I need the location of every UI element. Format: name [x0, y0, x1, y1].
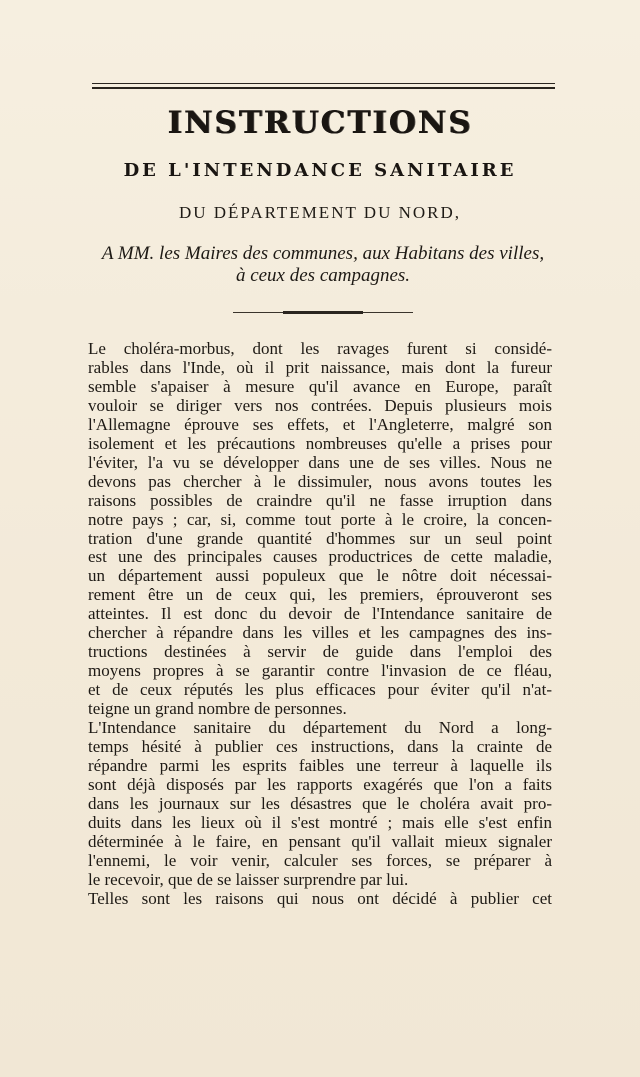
body-line: répandre parmi les esprits faibles une terreur à laquelle ils — [88, 756, 552, 775]
body-line: temps hésité à publier ces instructions, dans la crainte de — [88, 738, 552, 757]
body-line: moyens propres à se garantir contre l'invasion de ce fléau, — [88, 662, 552, 681]
body-line: le recevoir, que de se laisser surprendre par lui. — [88, 870, 409, 889]
body-line: sont déjà disposés par les rapports exagérés que l'on a faits — [88, 775, 552, 794]
body-line: rables dans l'Inde, où il prit naissance, mais dont la fureur — [88, 358, 552, 377]
address-line-2: à ceux des campagnes. — [235, 265, 411, 286]
document-subtitle: DE L'INTENDANCE SANITAIRE — [123, 160, 517, 181]
body-line: Telles sont les raisons qui nous ont décidé à publier cet — [88, 889, 552, 908]
body-line: dans les journaux sur les désastres que le choléra avait pro- — [88, 794, 552, 813]
body-line: l'Allemagne éprouve ses effets, et l'Angleterre, malgré son — [88, 415, 552, 434]
body-line: est une des principales causes productrices de cette maladie, — [88, 548, 552, 567]
body-line: teigne un grand nombre de personnes. — [88, 700, 347, 719]
body-text — [88, 340, 552, 909]
body-line: tration d'une grande quantité d'hommes sur un seul point — [88, 529, 552, 548]
address-block — [66, 243, 580, 287]
body-line: un département aussi populeux que le nôtre doit nécessai- — [88, 567, 552, 586]
body-line: l'éviter, l'a vu se développer dans une de ses villes. Nous ne — [88, 453, 552, 472]
body-line: et de ceux réputés les plus efficaces pour éviter qu'il n'at- — [88, 681, 552, 700]
body-line: notre pays ; car, si, comme tout porte à le croire, la concen- — [88, 510, 552, 529]
body-line: duits dans les lieux où il s'est montré ; mais elle s'est enfin — [88, 813, 552, 832]
department-line: DU DÉPARTEMENT DU NORD, — [178, 203, 462, 222]
ornamental-divider — [233, 311, 413, 315]
body-line: isolement et les précautions nombreuses qu'elle a prises pour — [88, 434, 552, 453]
body-line: déterminée à le faire, en pensant qu'il vallait mieux signaler — [88, 832, 552, 851]
top-double-rule-lower — [92, 87, 555, 89]
body-line: vouloir se diriger vers nos contrées. Depuis plusieurs mois — [88, 396, 552, 415]
body-line: raisons possibles de craindre qu'il ne fasse irruption dans — [88, 491, 552, 510]
body-line: chercher à répandre dans les villes et les campagnes des ins- — [88, 624, 552, 643]
top-double-rule-upper — [92, 83, 555, 84]
body-line: devons pas chercher à le dissimuler, nous avons toutes les — [88, 472, 552, 491]
body-line: Le choléra-morbus, dont les ravages furent si considé- — [88, 340, 552, 358]
body-line: L'Intendance sanitaire du département du Nord a long- — [88, 719, 552, 738]
document-title: INSTRUCTIONS — [167, 105, 473, 141]
address-line-1: A MM. les Maires des communes, aux Habitans des villes, — [101, 243, 545, 264]
body-line: atteintes. Il est donc du devoir de l'Intendance sanitaire de — [88, 605, 552, 624]
body-line: l'ennemi, le voir venir, calculer ses forces, se préparer à — [88, 851, 552, 870]
body-line: rement être un de ceux qui, les premiers, éprouveront ses — [88, 586, 552, 605]
body-line: tructions destinées à servir de guide dans l'emploi des — [88, 643, 552, 662]
body-line: semble s'apaiser à mesure qu'il avance en Europe, paraît — [88, 377, 552, 396]
